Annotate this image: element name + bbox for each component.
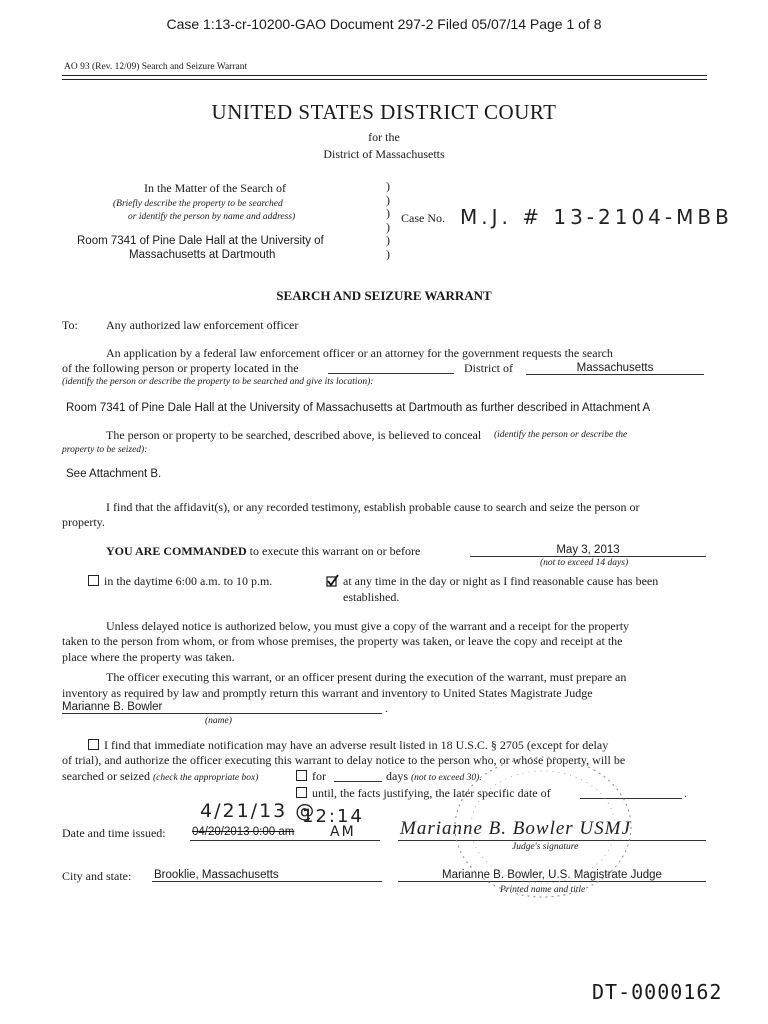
conceal-line: The person or property to be searched, described above, is believed to conceal [106, 428, 482, 442]
inventory-line-2: inventory as required by law and promptly return this warrant and inventory to United States Magistrate Judge [62, 686, 593, 700]
matter-note-2: or identify the person by name and address) [128, 212, 296, 222]
anytime-option-line-2: established. [343, 590, 400, 604]
matter-heading: In the Matter of the Search of [144, 181, 286, 195]
matter-brackets: ) ) ) ) ) ) [386, 179, 390, 261]
handwritten-time: 12:14 [302, 806, 364, 827]
form-id: AO 93 (Rev. 12/09) Search and Seizure Warrant [64, 62, 248, 72]
conceal-note-1: (identify the person or describe the [494, 430, 628, 440]
days-note: (not to exceed 30). [411, 773, 482, 783]
case-header: Case 1:13-cr-10200-GAO Document 297-2 Filed 05/07/14 Page 1 of 8 [166, 16, 602, 32]
application-line-2: of the following person or property located in the [62, 361, 299, 375]
property-line-2: Massachusetts at Dartmouth [129, 249, 276, 261]
identify-note: (identify the person or describe the property to be searched and give its location): [62, 377, 374, 387]
header-rule [62, 75, 707, 76]
until-checkbox[interactable] [296, 787, 307, 798]
handwritten-date: 4/21/13 @ [200, 800, 317, 822]
delayed-notice-line-3: place where the property was taken. [62, 650, 235, 664]
printed-date: 04/20/2013 0:00 am [192, 826, 295, 838]
notification-line-2: of trial), and authorize the officer executing this warrant to delay notice to the person who, or whose property, will be [62, 753, 626, 767]
to-label: To: [62, 318, 78, 332]
affidavit-line-2: property. [62, 515, 105, 529]
inventory-line-1: The officer executing this warrant, or an officer present during the execution of the warrant, must prepare an [106, 670, 627, 684]
header-rule-thin [62, 79, 707, 80]
matter-note-1: (Briefly describe the property to be searched [113, 199, 283, 209]
court-seal [448, 752, 638, 902]
case-no-label: Case No. [401, 211, 445, 225]
anytime-option-line-1: at any time in the day or night as I find reasonable cause has been [343, 574, 659, 588]
district-of-value: Massachusetts [526, 362, 704, 375]
notification-line-1-text: I find that immediate notification may have an adverse result listed in 18 U.S.C. § 2705 (except for delay [104, 738, 609, 752]
anytime-checkbox[interactable] [326, 574, 340, 588]
commanded-bold: YOU ARE COMMANDED [106, 544, 247, 558]
date-issued-label: Date and time issued: [62, 826, 166, 840]
affidavit-line-1: I find that the affidavit(s), or any recorded testimony, establish probable cause to search and seize the person or [106, 500, 640, 514]
until-period: . [684, 786, 687, 800]
city-label: City and state: [62, 869, 132, 883]
days-text: days [386, 769, 408, 783]
for-label: for [312, 769, 326, 783]
to-value: Any authorized law enforcement officer [106, 318, 299, 332]
daytime-option-label: in the daytime 6:00 a.m. to 10 p.m. [104, 574, 273, 588]
delayed-notice-line-1: Unless delayed notice is authorized below, you must give a copy of the warrant and a receipt for the property [106, 619, 630, 633]
seized-items: See Attachment B. [66, 468, 162, 480]
property-line-1: Room 7341 of Pine Dale Hall at the University of [77, 235, 324, 247]
check-box-note: (check the appropriate box) [152, 773, 259, 783]
daytime-option[interactable] [88, 574, 272, 589]
notification-line-3 [62, 769, 258, 784]
case-no-handwritten: M.J. # 13-2104-MBB [460, 205, 733, 229]
search-location: Room 7341 of Pine Dale Hall at the University of Massachusetts at Dartmouth as further described in Attachment A [66, 402, 651, 414]
city-value: Brooklie, Massachusetts [152, 869, 382, 882]
for-option[interactable] [296, 769, 326, 784]
name-note: (name) [205, 716, 232, 726]
bates-number: DT-0000162 [592, 980, 723, 1004]
deadline-date: May 3, 2013 [470, 544, 706, 557]
delayed-notice-line-2: taken to the person from whom, or from whose premises, the property was taken, or leave the copy and receipt at the [62, 634, 623, 648]
printed-caption: Printed name and title [500, 885, 586, 895]
days-blank[interactable] [334, 781, 382, 782]
judge-signature: Marianne B. Bowler USMJ [400, 818, 631, 839]
conceal-note-2: property to be seized): [62, 445, 148, 455]
magistrate-name: Marianne B. Bowler [62, 701, 382, 714]
judge-sig-caption: Judge's signature [512, 842, 579, 852]
handwritten-am: AM [330, 824, 356, 840]
deadline-note: (not to exceed 14 days) [540, 558, 629, 568]
for-the: for the [368, 130, 400, 144]
court-name: UNITED STATES DISTRICT COURT [211, 100, 557, 124]
commanded-line [106, 544, 420, 559]
commanded-rest: to execute this warrant on or before [249, 544, 421, 558]
for-checkbox[interactable] [296, 770, 307, 781]
searched-or-seized: searched or seized [62, 769, 150, 783]
judge-printed-name: Marianne B. Bowler, U.S. Magistrate Judge [398, 869, 706, 882]
application-line-1: An application by a federal law enforcement officer or an attorney for the government requests the search [106, 346, 613, 360]
until-label: until, the facts justifying, the later specific date of [312, 786, 551, 800]
notification-line-1[interactable] [88, 738, 608, 753]
district-name: District of Massachusetts [323, 147, 445, 161]
notification-checkbox[interactable] [88, 739, 99, 750]
daytime-checkbox[interactable] [88, 575, 99, 586]
application-blank [328, 373, 454, 374]
magistrate-period: . [385, 701, 388, 715]
warrant-title: SEARCH AND SEIZURE WARRANT [276, 288, 492, 303]
district-of-label: District of [464, 361, 513, 375]
date-issued-line [190, 840, 380, 841]
